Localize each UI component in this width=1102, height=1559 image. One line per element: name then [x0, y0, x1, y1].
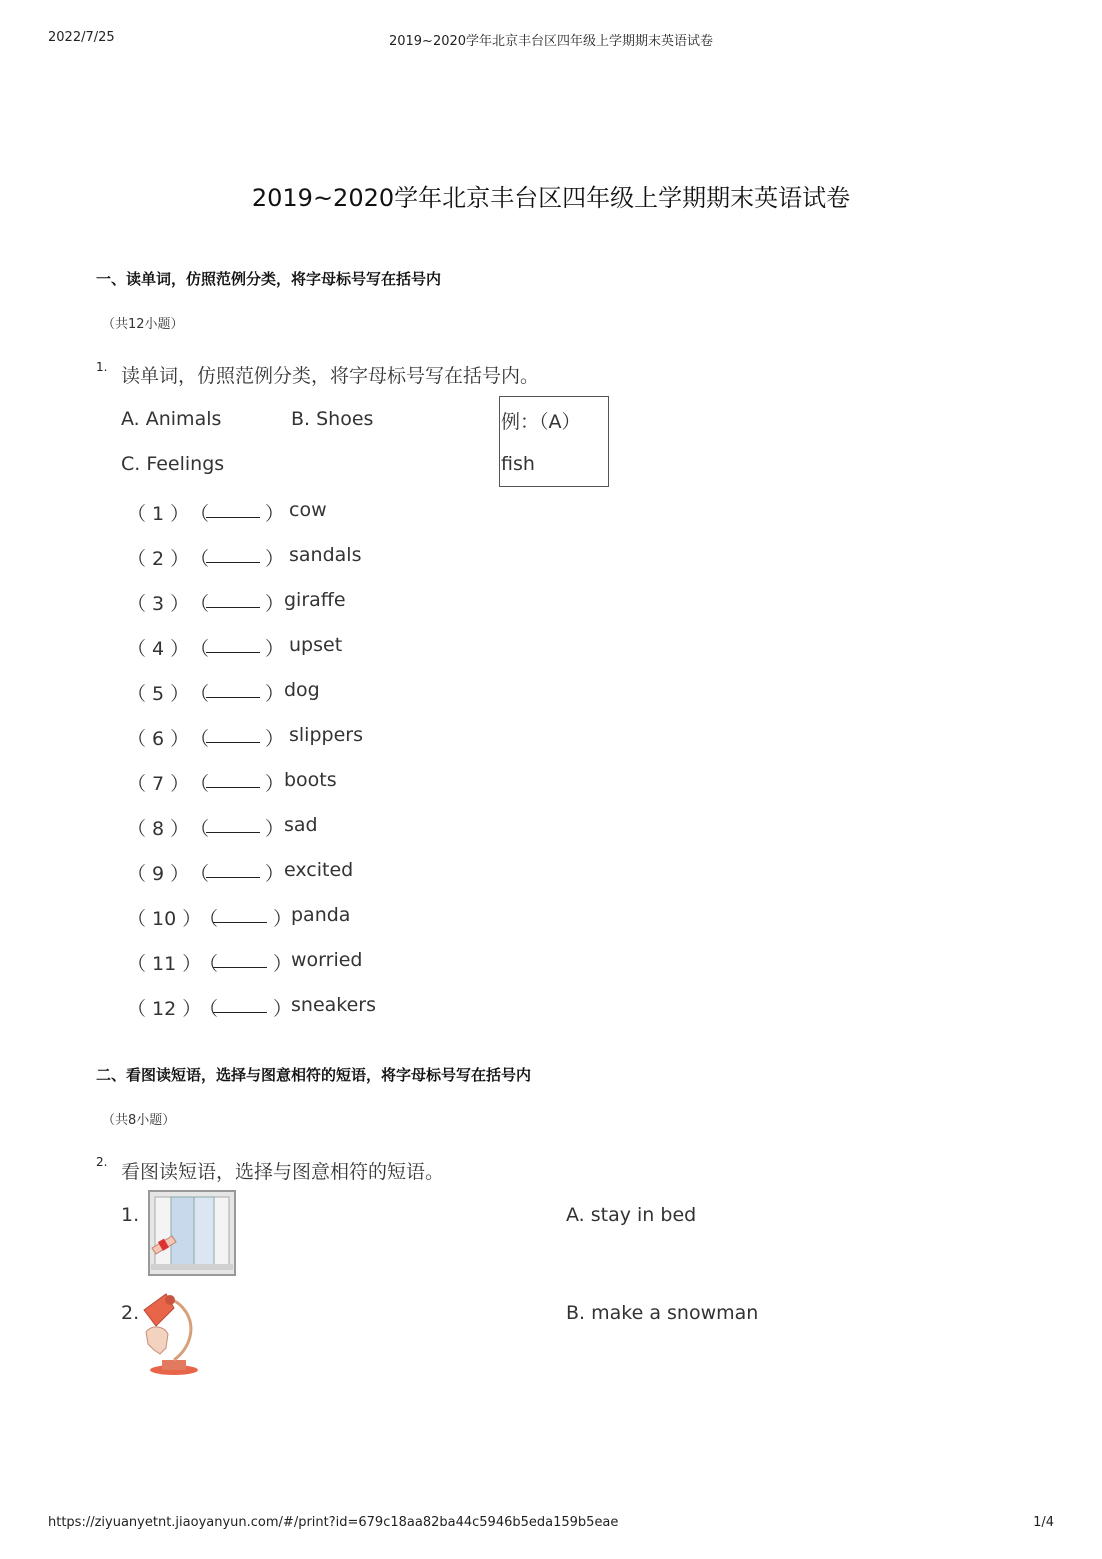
item-word: worried [291, 949, 363, 971]
item-number: （ 12 ） [127, 998, 202, 1020]
question-2-number: 2. [96, 1155, 108, 1169]
section-1-count: （共12小题） [102, 317, 184, 332]
picture-2-label: 2. [121, 1302, 140, 1324]
header-date: 2022/7/25 [48, 30, 115, 45]
item-open-paren: （ [190, 638, 210, 660]
item-word: dog [284, 679, 320, 701]
item-open-paren: （ [190, 548, 210, 570]
item-number: （ 3 ） [127, 593, 190, 615]
answer-blank[interactable] [206, 589, 260, 608]
item-number: （ 9 ） [127, 863, 190, 885]
phrase-a: A. stay in bed [566, 1204, 697, 1226]
item-number: （ 2 ） [127, 548, 190, 570]
item-close-paren: ） [265, 683, 285, 705]
section-2-count: （共8小题） [102, 1113, 176, 1128]
item-close-paren: ） [273, 908, 293, 930]
item-open-paren: （ [190, 773, 210, 795]
item-number: （ 8 ） [127, 818, 190, 840]
phrase-b: B. make a snowman [566, 1302, 759, 1324]
item-open-paren: （ [199, 953, 219, 975]
answer-blank[interactable] [206, 634, 260, 653]
answer-blank[interactable] [213, 994, 267, 1013]
item-open-paren: （ [199, 908, 219, 930]
answer-blank[interactable] [206, 769, 260, 788]
item-open-paren: （ [190, 683, 210, 705]
item-open-paren: （ [190, 503, 210, 525]
item-close-paren: ） [265, 863, 285, 885]
section-1-heading: 一、读单词，仿照范例分类，将字母标号写在括号内 [96, 270, 442, 288]
item-word: sandals [289, 544, 362, 566]
item-close-paren: ） [265, 503, 285, 525]
item-open-paren: （ [190, 593, 210, 615]
picture-1-label: 1. [121, 1204, 140, 1226]
option-a: A. Animals [121, 408, 222, 430]
option-b: B. Shoes [291, 408, 374, 430]
item-close-paren: ） [265, 593, 285, 615]
answer-blank[interactable] [206, 724, 260, 743]
item-number: （ 4 ） [127, 638, 190, 660]
item-word: panda [291, 904, 351, 926]
item-number: （ 5 ） [127, 683, 190, 705]
item-word: sneakers [291, 994, 376, 1016]
item-word: boots [284, 769, 337, 791]
item-close-paren: ） [273, 998, 293, 1020]
item-close-paren: ） [273, 953, 293, 975]
item-open-paren: （ [199, 998, 219, 1020]
item-word: slippers [289, 724, 363, 746]
item-close-paren: ） [265, 548, 285, 570]
footer-url[interactable]: https://ziyuanyetnt.jiaoyanyun.com/#/print?id=679c18aa82ba44c5946b5eda159b5eae [48, 1515, 619, 1530]
section-2-heading: 二、看图读短语，选择与图意相符的短语，将字母标号写在括号内 [96, 1066, 532, 1084]
example-line-2: fish [501, 453, 535, 475]
item-word: cow [289, 499, 327, 521]
window-icon [148, 1190, 236, 1276]
item-close-paren: ） [265, 638, 285, 660]
item-open-paren: （ [190, 863, 210, 885]
answer-blank[interactable] [206, 499, 260, 518]
question-2-text: 看图读短语，选择与图意相符的短语。 [121, 1161, 445, 1183]
answer-blank[interactable] [206, 859, 260, 878]
answer-blank[interactable] [206, 679, 260, 698]
page-title: 2019~2020学年北京丰台区四年级上学期期末英语试卷 [251, 184, 851, 212]
option-c: C. Feelings [121, 453, 225, 475]
item-number: （ 11 ） [127, 953, 202, 975]
example-line-1: 例：（A） [501, 411, 581, 433]
answer-blank[interactable] [213, 904, 267, 923]
item-close-paren: ） [265, 818, 285, 840]
header-doc-title: 2019~2020学年北京丰台区四年级上学期期末英语试卷 [388, 34, 714, 49]
answer-blank[interactable] [206, 544, 260, 563]
answer-blank[interactable] [206, 814, 260, 833]
item-word: giraffe [284, 589, 346, 611]
example-box [499, 396, 609, 487]
item-word: excited [284, 859, 354, 881]
question-1-number: 1. [96, 360, 108, 374]
item-word: sad [284, 814, 318, 836]
item-close-paren: ） [265, 773, 285, 795]
answer-blank[interactable] [213, 949, 267, 968]
question-1-text: 读单词，仿照范例分类，将字母标号写在括号内。 [121, 365, 540, 387]
item-number: （ 10 ） [127, 908, 202, 930]
item-word: upset [289, 634, 343, 656]
item-open-paren: （ [190, 818, 210, 840]
lamp-icon [138, 1288, 202, 1376]
item-open-paren: （ [190, 728, 210, 750]
item-number: （ 6 ） [127, 728, 190, 750]
footer-page: 1/4 [1033, 1515, 1054, 1530]
item-close-paren: ） [265, 728, 285, 750]
item-number: （ 1 ） [127, 503, 190, 525]
item-number: （ 7 ） [127, 773, 190, 795]
